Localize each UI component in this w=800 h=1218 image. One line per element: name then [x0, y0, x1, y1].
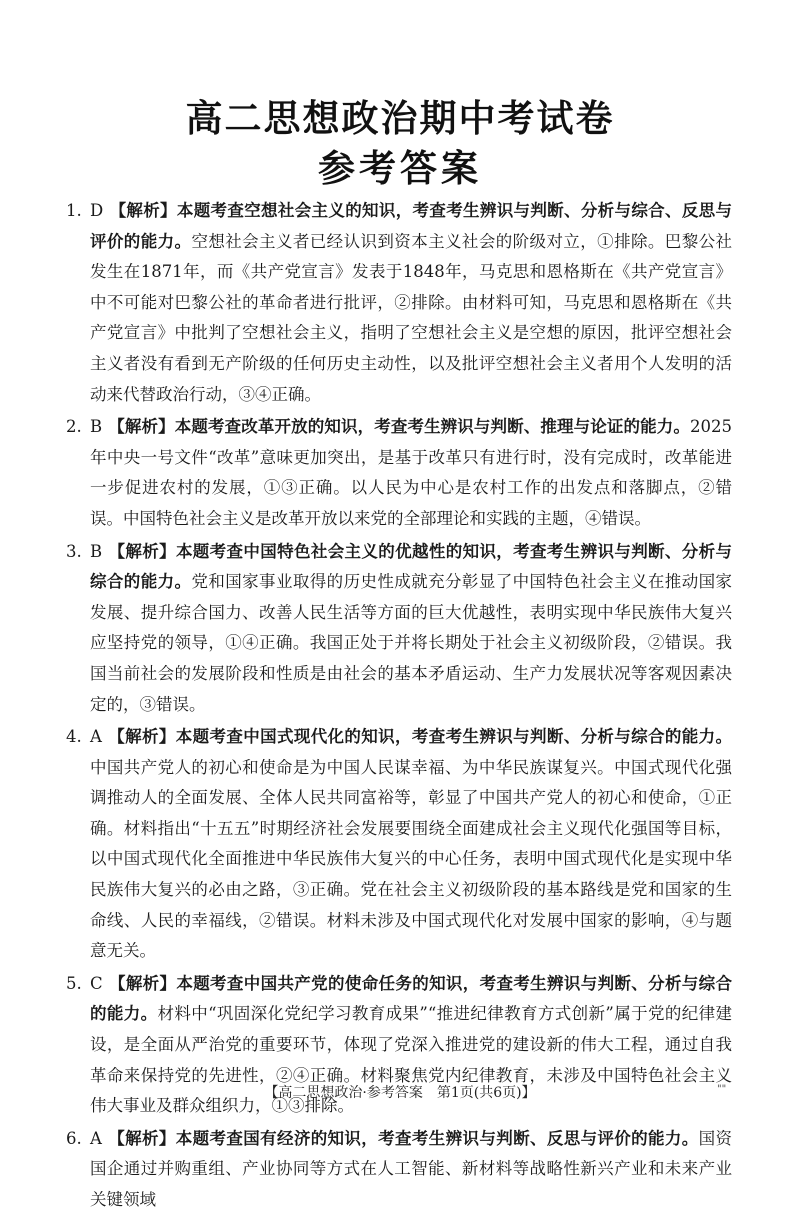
item-analysis-heading: 【解析】本题考查中国式现代化的知识，考查考生辨识与判断、分析与综合的能力。	[107, 727, 732, 747]
answer-item-6	[66, 1124, 733, 1216]
item-analysis-heading: 【解析】本题考查中国特色社会主义的优越性的知识，考查考生辨识与判断、分析与综合的能力。	[90, 541, 732, 592]
item-answer: B	[90, 417, 103, 437]
item-answer: A	[90, 1128, 102, 1148]
page-subtitle: 参考答案	[318, 147, 482, 190]
answer-list	[66, 196, 733, 1218]
footer-mark: ""	[717, 1084, 727, 1095]
item-analysis-heading: 【解析】本题考查国有经济的知识，考查考生辨识与判断、反思与评价的能力。	[107, 1128, 699, 1148]
item-number: 3.	[66, 541, 82, 561]
item-answer: B	[90, 541, 103, 561]
item-answer: C	[90, 973, 103, 993]
answer-item-3	[66, 537, 733, 721]
item-analysis-body: 材料中“巩固深化党纪学习教育成果”“推进纪律教育方式创新”属于党的纪律建设，是全面从严治党的重要环节，体现了党深入推进党的建设新的伟大工程，通过自我革命来保持党的先进性，②④正确。材料聚焦党内纪律教育，未涉及中国特色社会主义伟大事业及群众组织力，①③排除。	[90, 1004, 732, 1116]
item-answer: D	[90, 201, 104, 220]
item-analysis-body: 空想社会主义者已经认识到资本主义社会的阶级对立，①排除。巴黎公社发生在1871年，而《共产党宣言》发表于1848年，马克思和恩格斯在《共产党宣言》中不可能对巴黎公社的革命者进行批评，②排除。由材料可知，马克思和恩格斯在《共产党宣言》中批判了空想社会主义，指明了空想社会主义是空想的原因，批评空想社会主义者没有看到无产阶级的任何历史主动性，以及批评空想社会主义者用个人发明的活动来代替政治行动，③④正确。	[90, 231, 733, 404]
item-number: 4.	[66, 727, 82, 747]
item-analysis-body: 2025年中央一号文件“改革”意味更加突出，是基于改革只有进行时，没有完成时，改革能进一步促进农村的发展，①③正确。以人民为中心是农村工作的出发点和落脚点，②错误。中国特色社会主义是改革开放以来党的全部理论和实践的主题，④错误。	[90, 417, 732, 528]
item-number: 6.	[66, 1128, 82, 1148]
item-analysis-heading: 【解析】本题考查改革开放的知识，考查考生辨识与判断、推理与论证的能力。	[108, 417, 690, 437]
answer-item-1	[66, 196, 733, 410]
item-number: 5.	[66, 973, 82, 993]
item-analysis-body: 国资国企通过并购重组、产业协同等方式在人工智能、新材料等战略性新兴产业和未来产业关键领域	[90, 1128, 733, 1209]
page-footer: 【高二思想政治·参考答案 第1页(共6页)】	[264, 1085, 536, 1101]
item-analysis-heading: 【解析】本题考查中国共产党的使命任务的知识，考查考生辨识与判断、分析与综合的能力。	[90, 973, 732, 1024]
item-analysis-heading: 【解析】本题考查空想社会主义的知识，考查考生辨识与判断、分析与综合、反思与评价的能力。	[90, 201, 732, 251]
item-number: 2.	[66, 417, 82, 437]
answer-item-4	[66, 722, 732, 967]
page-title: 高二思想政治期中考试卷	[185, 97, 615, 140]
item-number: 1.	[66, 201, 82, 220]
item-analysis-body: 党和国家事业取得的历史性成就充分彰显了中国特色社会主义在推动国家发展、提升综合国力、改善人民生活等方面的巨大优越性，表明实现中华民族伟大复兴应坚持党的领导，①④正确。我国正处于并将长期处于社会主义初级阶段，②错误。我国当前社会的发展阶段和性质是由社会的基本矛盾运动、生产力发展状况等客观因素决定的，③错误。	[90, 572, 733, 714]
item-analysis-body: 中国共产党人的初心和使命是为中国人民谋幸福、为中华民族谋复兴。中国式现代化强调推动人的全面发展、全体人民共同富裕等，彰显了中国共产党人的初心和使命，①正确。材料指出“十五五”时期经济社会发展要围绕全面建成社会主义现代化强国等目标，以中国式现代化全面推进中华民族伟大复兴的中心任务，表明中国式现代化是实现中华民族伟大复兴的必由之路，③正确。党在社会主义初级阶段的基本路线是党和国家的生命线、人民的幸福线，②错误。材料未涉及中国式现代化对发展中国家的影响，④与题意无关。	[90, 757, 732, 961]
item-answer: A	[90, 727, 102, 747]
answer-item-2	[66, 412, 732, 534]
